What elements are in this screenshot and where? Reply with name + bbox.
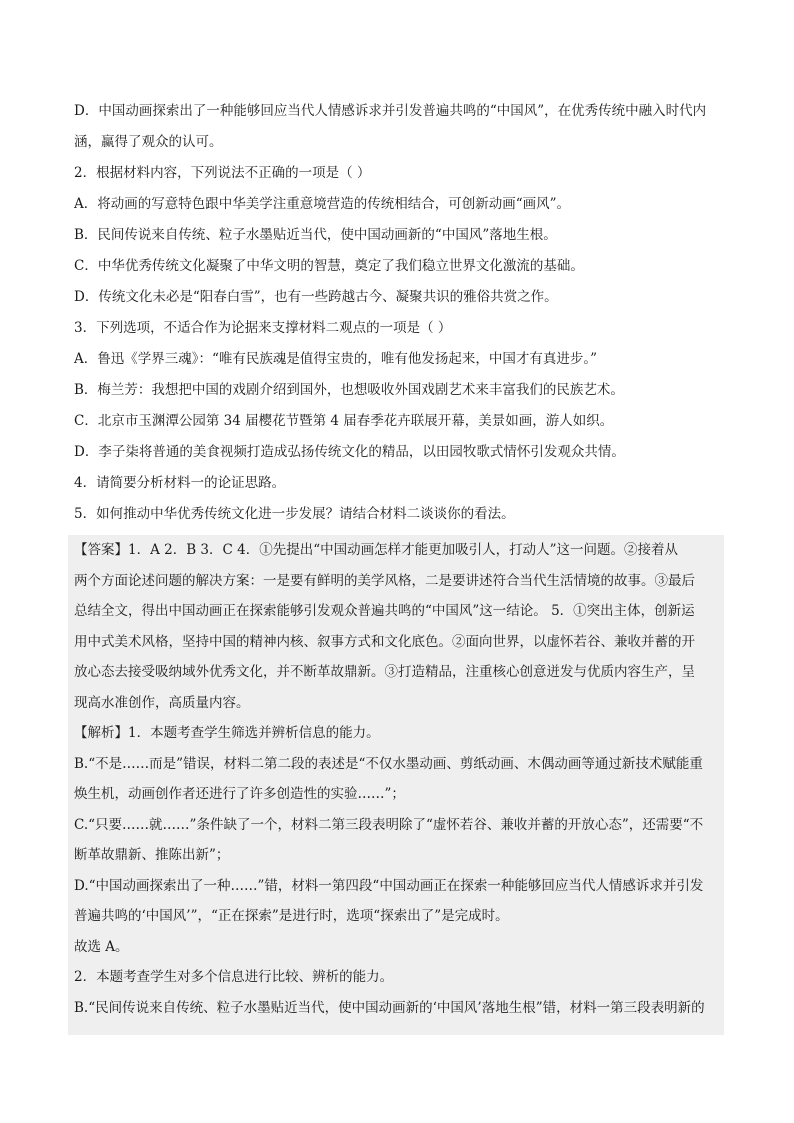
question-line: C．北京市玉渊潭公园第 34 届樱花节暨第 4 届春季花卉联展开幕，美景如画，游人如织。 [74, 413, 614, 429]
answer-analysis-block [74, 535, 724, 1023]
question-line: B．梅兰芳：我想把中国的戏剧介绍到国外，也想吸收外国戏剧艺术来丰富我们的民族艺术。 [74, 382, 624, 398]
question-line: A．鲁迅《学界三魂》：“唯有民族魂是值得宝贵的，唯有他发扬起来，中国才有真进步。” [74, 351, 598, 367]
analysis-line: 故选 A。 [74, 938, 129, 955]
answer-line: 用中式美术风格，坚持中国的精神内核、叙事方式和文化底色。②面向世界，以虚怀若谷、兼收并蓄的开 [74, 633, 695, 650]
analysis-line: C.“只要……就……”条件缺了一个，材料二第三段表明除了“虚怀若谷、兼收并蓄的开放心态”，还需要“不 [74, 816, 704, 833]
question-line: 4．请简要分析材料一的论证思路。 [74, 475, 286, 491]
analysis-line: 2．本题考查学生对多个信息进行比较、辨析的能力。 [74, 969, 394, 985]
question-line: D．传统文化未必是“阳春白雪”，也有一些跨越古今、凝聚共识的雅俗共赏之作。 [74, 289, 558, 305]
analysis-line: 断革故鼎新、推陈出新”； [74, 847, 230, 863]
question-line: 5．如何推动中华优秀传统文化进一步发展？请结合材料二谈谈你的看法。 [74, 506, 515, 522]
answer-line: 【答案】1．A 2．B 3．C 4．①先提出“中国动画怎样才能更加吸引人，打动人”这一问题。②接着从 [74, 542, 679, 558]
question-list [74, 96, 724, 530]
analysis-line: 【解析】1．本题考查学生筛选并辨析信息的能力。 [74, 725, 380, 741]
question-line: C．中华优秀传统文化凝聚了中华文明的智慧，奠定了我们稳立世界文化激流的基础。 [74, 258, 584, 274]
answer-line: 两个方面论述问题的解决方案：一是要有鲜明的美学风格，二是要讲述符合当代生活情境的故事。③最后 [74, 572, 695, 589]
answer-line: 放心态去接受吸纳域外优秀文化，并不断革故鼎新。③打造精品，注重核心创意迸发与优质内容生产，呈 [74, 664, 695, 680]
analysis-line: 焕生机，动画创作者还进行了许多创造性的实验……”； [74, 786, 405, 802]
analysis-line: 普遍共鸣的‘中国风’”，“正在探索”是进行时，选项“探索出了”是完成时。 [74, 908, 509, 924]
analysis-line: B.“不是……而是”错误，材料二第二段的表述是“不仅水墨动画、剪纸动画、木偶动画等通过新技术赋能重 [74, 755, 703, 772]
analysis-line: D.“中国动画探索出了一种……”错，材料一第四段“中国动画正在探索一种能够回应当代人情感诉求并引发 [74, 877, 704, 894]
question-line: 2．根据材料内容，下列说法不正确的一项是（ ） [74, 165, 371, 181]
answer-line: 现高水准创作，高质量内容。 [74, 694, 250, 711]
question-line: A．将动画的写意特色跟中华美学注重意境营造的传统相结合，可创新动画“画风”。 [74, 196, 571, 212]
question-line: 3．下列选项，不适合作为论据来支撑材料二观点的一项是（ ） [74, 320, 452, 336]
answer-line: 总结全文，得出中国动画正在探索能够引发观众普遍共鸣的“中国风”这一结论。 5．①突出主体，创新运 [74, 603, 695, 619]
question-line: D．李子柒将普通的美食视频打造成弘扬传统文化的精品，以田园牧歌式情怀引发观众共情。 [74, 444, 625, 460]
analysis-line: B.“民间传说来自传统、粒子水墨贴近当代，使中国动画新的‘中国风’落地生根”错，材料一第三段表明新的 [74, 999, 705, 1016]
question-line: B．民间传说来自传统、粒子水墨贴近当代，使中国动画新的“中国风”落地生根。 [74, 227, 557, 243]
question-line: 涵，赢得了观众的认可。 [74, 134, 223, 150]
question-line: D．中国动画探索出了一种能够回应当代人情感诉求并引发普遍共鸣的“中国风”，在优秀传统中融入时代内 [74, 103, 707, 119]
